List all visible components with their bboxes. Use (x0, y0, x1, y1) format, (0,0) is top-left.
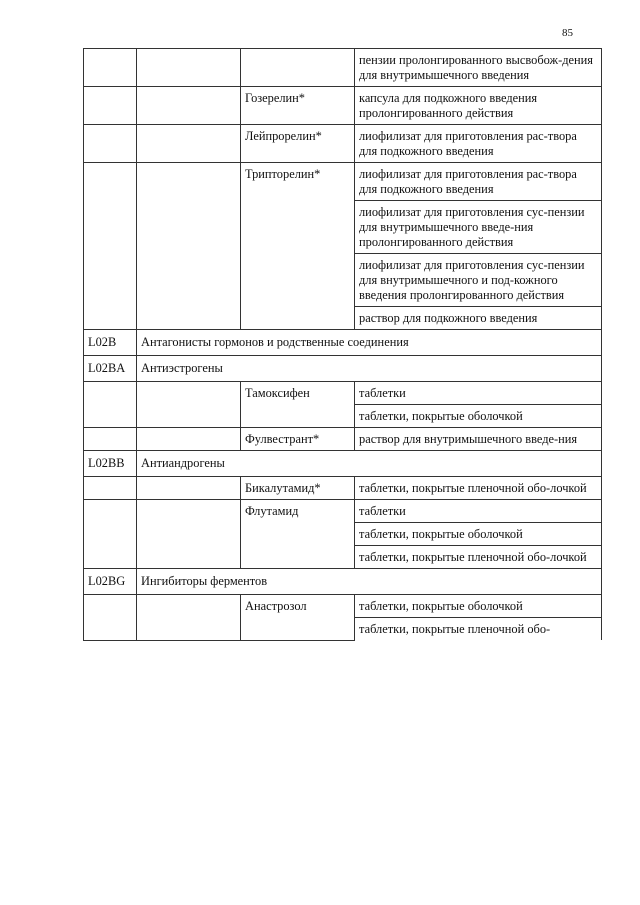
dosage-form-cell: лиофилизат для приготовления сус-пензии для внутримышечного введе-ния пролонгированного действия (355, 201, 602, 254)
group-cell (137, 49, 241, 87)
code-cell (84, 428, 137, 451)
group-cell (137, 595, 241, 641)
dosage-form-cell: таблетки, покрытые оболочкой (355, 523, 602, 546)
code-cell (84, 125, 137, 163)
group-cell (137, 125, 241, 163)
table-row (84, 428, 602, 451)
table-row (84, 595, 602, 618)
drug-name-cell: Фулвестрант* (241, 428, 355, 451)
dosage-form-cell: таблетки (355, 382, 602, 405)
atc-code: L02BB (84, 451, 137, 477)
table-row (84, 125, 602, 163)
drug-name-cell: Флутамид (241, 500, 355, 569)
group-title: Антиандрогены (137, 451, 602, 477)
code-cell (84, 595, 137, 641)
dosage-form-cell: таблетки, покрытые пленочной обо- (355, 618, 602, 641)
group-row (84, 451, 602, 477)
drug-name-cell: Лейпрорелин* (241, 125, 355, 163)
code-cell (84, 500, 137, 569)
code-cell (84, 477, 137, 500)
dosage-form-cell: таблетки, покрытые оболочкой (355, 595, 602, 618)
page-number: 85 (562, 27, 573, 39)
table-row (84, 87, 602, 125)
dosage-form-cell: таблетки (355, 500, 602, 523)
group-title: Ингибиторы ферментов (137, 569, 602, 595)
group-cell (137, 382, 241, 428)
group-row (84, 330, 602, 356)
dosage-form-cell: таблетки, покрытые оболочкой (355, 405, 602, 428)
group-title: Антагонисты гормонов и родственные соединения (137, 330, 602, 356)
drug-name-cell: Бикалутамид* (241, 477, 355, 500)
atc-code: L02B (84, 330, 137, 356)
dosage-form-cell: лиофилизат для приготовления рас-твора для подкожного введения (355, 125, 602, 163)
dosage-form-cell: пензии пролонгированного высвобож-дения для внутримышечного введения (355, 49, 602, 87)
dosage-form-cell: таблетки, покрытые пленочной обо-лочкой (355, 546, 602, 569)
table-row (84, 477, 602, 500)
group-cell (137, 87, 241, 125)
drug-name-cell: Анастрозол (241, 595, 355, 641)
group-row (84, 356, 602, 382)
code-cell (84, 49, 137, 87)
table-row (84, 163, 602, 201)
group-cell (137, 163, 241, 330)
drug-name-cell: Трипторелин* (241, 163, 355, 330)
code-cell (84, 87, 137, 125)
dosage-form-cell: раствор для внутримышечного введе-ния (355, 428, 602, 451)
atc-code: L02BA (84, 356, 137, 382)
group-title: Антиэстрогены (137, 356, 602, 382)
atc-code: L02BG (84, 569, 137, 595)
group-cell (137, 428, 241, 451)
table-row (84, 382, 602, 405)
dosage-form-cell: лиофилизат для приготовления рас-твора для подкожного введения (355, 163, 602, 201)
drug-table (83, 48, 602, 641)
code-cell (84, 163, 137, 330)
code-cell (84, 382, 137, 428)
dosage-form-cell: таблетки, покрытые пленочной обо-лочкой (355, 477, 602, 500)
drug-name-cell: Тамоксифен (241, 382, 355, 428)
group-cell (137, 477, 241, 500)
dosage-form-cell: капсула для подкожного введения пролонгированного действия (355, 87, 602, 125)
group-cell (137, 500, 241, 569)
dosage-form-cell: раствор для подкожного введения (355, 307, 602, 330)
drug-name-cell (241, 49, 355, 87)
drug-name-cell: Гозерелин* (241, 87, 355, 125)
dosage-form-cell: лиофилизат для приготовления сус-пензии для внутримышечного и под-кожного введения пролонгированного действия (355, 254, 602, 307)
group-row (84, 569, 602, 595)
table-row (84, 49, 602, 87)
table-row (84, 500, 602, 523)
